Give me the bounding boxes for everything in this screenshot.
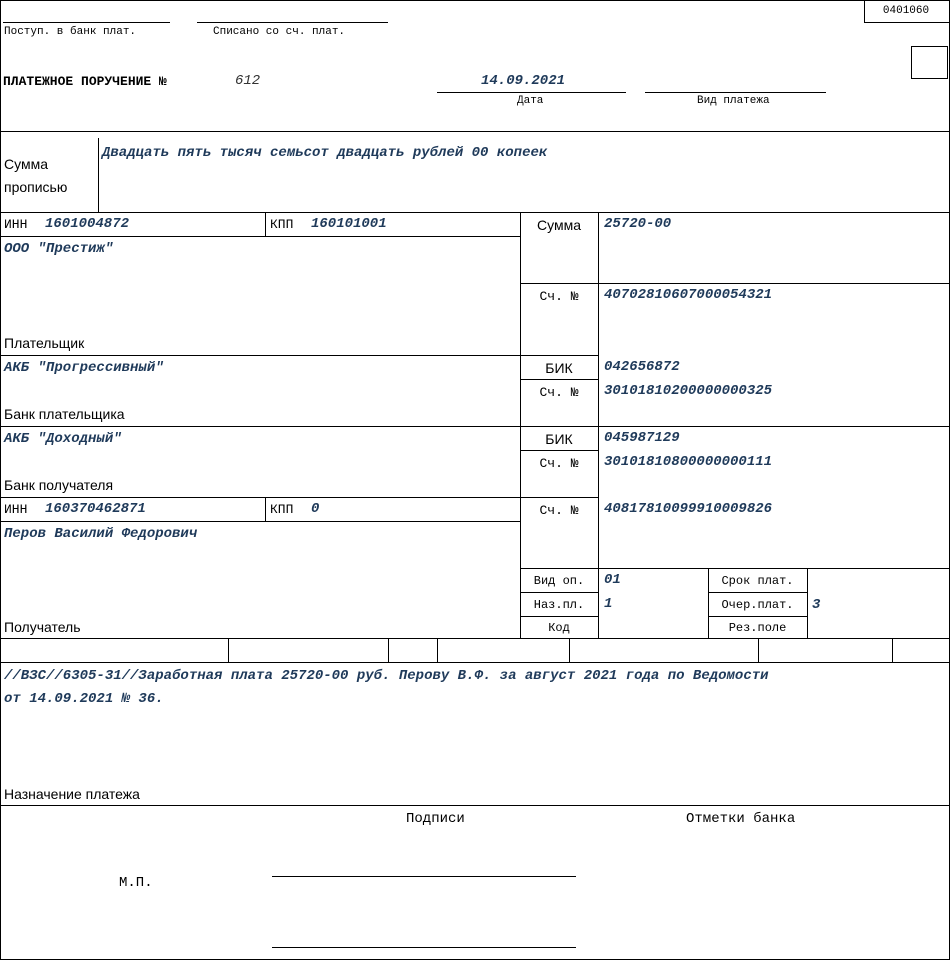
payer-sum-label: Сумма: [537, 217, 581, 233]
tax-row-top: [0, 638, 950, 639]
payer-bank-account-label: Сч. №: [539, 385, 579, 400]
payee-inn: 160370462871: [45, 501, 146, 517]
payment-type-label: Вид платежа: [697, 95, 770, 107]
stamp-label: М.П.: [119, 875, 153, 891]
payer-bik-line: [520, 379, 598, 380]
tax-col-6: [892, 638, 893, 662]
term-label: Срок плат.: [721, 574, 794, 588]
document-number: 612: [235, 73, 261, 89]
payer-bank-bik-label: БИК: [545, 360, 573, 376]
payer-sum: 25720-00: [604, 216, 672, 232]
op-type-label: Вид оп.: [533, 574, 585, 588]
codes-mid-line-left: [520, 592, 598, 593]
payee-bank-name: АКБ "Доходный": [4, 431, 122, 447]
payee-label: Получатель: [4, 619, 81, 635]
signature-line-1: [272, 876, 576, 877]
signature-line-2: [272, 947, 576, 948]
form-code: 0401060: [882, 5, 930, 17]
payer-bank-label: Банк плательщика: [4, 406, 125, 422]
payment-type-line: [645, 92, 826, 93]
purpose-code: 1: [604, 596, 613, 612]
priority: 3: [812, 597, 821, 613]
code-label: Код: [548, 621, 570, 635]
amount-words-divider: [98, 138, 99, 212]
purpose-label: Назначение платежа: [4, 786, 140, 802]
divider-amount: [0, 212, 950, 213]
priority-label: Очер.плат.: [721, 598, 794, 612]
payee-bik-line: [520, 450, 598, 451]
op-type: 01: [604, 572, 621, 588]
received-label: Поступ. в банк плат.: [4, 26, 137, 38]
payee-kpp-label: КПП: [270, 502, 294, 517]
payer-bank-account: 30101810200000000325: [604, 383, 773, 399]
payee-bank-bik: 045987129: [604, 430, 680, 446]
reserve-label: Рез.поле: [728, 621, 787, 635]
status-box: [911, 46, 948, 79]
purpose-bottom-line: [0, 805, 950, 806]
tax-col-1: [228, 638, 229, 662]
kpp-divider-payee: [265, 497, 266, 521]
payer-inn-line: [0, 236, 520, 237]
payer-bank-name: АКБ "Прогрессивный": [4, 360, 164, 376]
codes-mid-line-right: [708, 592, 807, 593]
payee-inn-label: ИНН: [4, 502, 28, 517]
kpp-divider-payer: [265, 212, 266, 236]
amount-words-value: Двадцать пять тысяч семьсот двадцать рублей 00 копеек: [102, 145, 548, 161]
divider-payer: [0, 355, 598, 356]
divider-top: [0, 131, 950, 132]
payee-bank-label: Банк получателя: [4, 477, 114, 493]
document-date: 14.09.2021: [481, 73, 566, 89]
amount-words-label-2: прописью: [4, 179, 68, 195]
payer-account: 40702810607000054321: [604, 287, 773, 303]
signatures-label: Подписи: [406, 811, 465, 827]
payer-inn-label: ИНН: [4, 217, 28, 232]
tax-col-5: [758, 638, 759, 662]
payer-inn: 1601004872: [45, 216, 130, 232]
codes-divider-2: [807, 568, 808, 638]
received-line: [3, 22, 170, 23]
payee-kpp: 0: [311, 501, 320, 517]
col-divider-values: [598, 212, 599, 638]
payer-kpp: 160101001: [311, 216, 387, 232]
debited-label: Списано со сч. плат.: [213, 26, 346, 38]
codes-bottom-line-right: [708, 616, 807, 617]
document-title: ПЛАТЕЖНОЕ ПОРУЧЕНИЕ №: [3, 74, 167, 89]
date-label: Дата: [517, 95, 544, 107]
payer-kpp-label: КПП: [270, 217, 294, 232]
codes-bottom-line-left: [520, 616, 598, 617]
tax-col-3: [437, 638, 438, 662]
payer-account-label: Сч. №: [539, 289, 579, 304]
tax-col-2: [388, 638, 389, 662]
divider-payee-bank: [0, 497, 598, 498]
payee-bank-account: 30101810800000000111: [604, 454, 773, 470]
payee-bank-account-label: Сч. №: [539, 456, 579, 471]
payer-label: Плательщик: [4, 335, 85, 351]
payee-account-label: Сч. №: [539, 503, 579, 518]
divider-payer-bank: [0, 426, 950, 427]
tax-row-bottom: [0, 662, 950, 663]
payer-name: ООО "Престиж": [4, 241, 114, 257]
sum-line: [520, 283, 950, 284]
bank-marks-label: Отметки банка: [686, 811, 796, 827]
payee-inn-line: [0, 521, 520, 522]
amount-words-label-1: Сумма: [4, 156, 48, 172]
purpose-line-2: от 14.09.2021 № 36.: [4, 691, 164, 707]
codes-top-line: [520, 568, 950, 569]
date-line: [437, 92, 626, 93]
purpose-code-label: Наз.пл.: [533, 598, 585, 612]
tax-col-4: [569, 638, 570, 662]
payee-account: 40817810099910009826: [604, 501, 773, 517]
payee-bank-bik-label: БИК: [545, 431, 573, 447]
debited-line: [197, 22, 388, 23]
payer-bank-bik: 042656872: [604, 359, 680, 375]
purpose-line-1: //ВЗС//6305-31//Заработная плата 25720-00 руб. Перову В.Ф. за август 2021 года по Ведомости: [4, 668, 769, 684]
payee-name: Перов Василий Федорович: [4, 526, 198, 542]
